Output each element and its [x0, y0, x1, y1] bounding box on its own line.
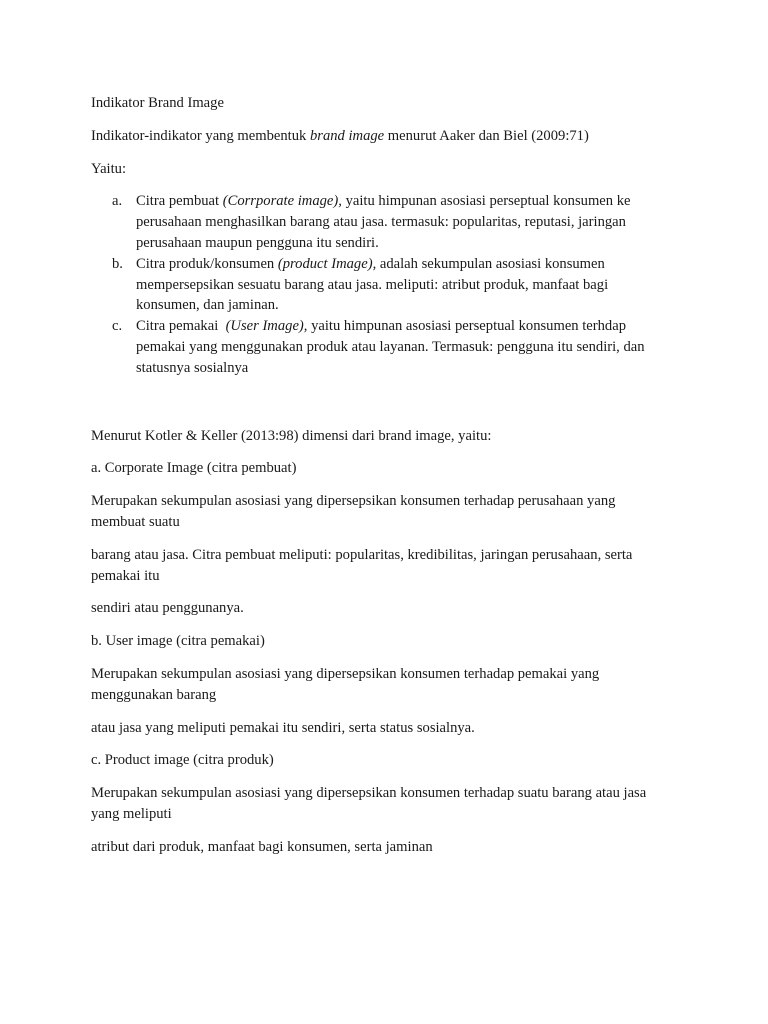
list-item-italic: (product Image), — [277, 255, 377, 272]
list-marker: c. — [112, 318, 123, 335]
intro-text-after: menurut Aaker dan Biel (2009:71) — [384, 127, 589, 144]
list-item-lead: Citra pemakai — [136, 318, 226, 335]
product-image-paragraph-2: atribut dari produk, manfaat bagi konsumen, serta jaminan — [91, 838, 433, 855]
list-marker: a. — [112, 193, 123, 210]
corporate-image-paragraph-3: sendiri atau penggunanya. — [91, 600, 244, 617]
intro-paragraph — [91, 126, 671, 147]
list-item — [91, 254, 671, 316]
user-image-heading: b. User image (citra pemakai) — [91, 633, 265, 650]
kotler-intro: Menurut Kotler & Keller (2013:98) dimensi dari brand image, yaitu: — [91, 427, 492, 444]
indicator-list — [91, 191, 671, 378]
intro-text-before: Indikator-indikator yang membentuk — [91, 127, 310, 144]
list-item — [91, 191, 671, 253]
corporate-image-paragraph-2: barang atau jasa. Citra pembuat meliputi: popularitas, kredibilitas, jaringan perusahaan, serta pemakai itu — [91, 546, 633, 584]
user-image-paragraph-2: atau jasa yang meliputi pemakai itu sendiri, serta status sosialnya. — [91, 719, 475, 736]
product-image-paragraph-1: Merupakan sekumpulan asosiasi yang dipersepsikan konsumen terhadap suatu barang atau jasa yang meliputi — [91, 785, 647, 822]
corporate-image-heading: a. Corporate Image (citra pembuat) — [91, 460, 297, 477]
list-item-italic: (User Image), — [225, 318, 308, 335]
section-spacer — [91, 379, 671, 426]
document-body — [91, 93, 671, 870]
corporate-image-paragraph-1: Merupakan sekumpulan asosiasi yang dipersepsikan konsumen terhadap perusahaan yang membuat suatu — [91, 493, 616, 530]
user-image-paragraph-1: Merupakan sekumpulan asosiasi yang dipersepsikan konsumen terhadap pemakai yang menggunakan barang — [91, 665, 600, 703]
list-item-text: yaitu himpunan asosiasi perseptual konsumen ke perusahaan menghasilkan barang atau jasa. termasuk: popularitas, reputasi, jaringan perusahaan maupun pengguna itu sendiri. — [136, 193, 631, 251]
document-title: Indikator Brand Image — [91, 95, 224, 111]
list-item-lead: Citra produk/konsumen — [136, 255, 278, 272]
list-item-italic: (Corrporate image), — [222, 193, 342, 210]
list-item-lead: Citra pembuat — [136, 193, 223, 210]
intro-italic-term: brand image — [309, 127, 385, 144]
list-marker: b. — [112, 255, 123, 272]
product-image-heading: c. Product image (citra produk) — [91, 752, 274, 769]
list-item — [91, 316, 671, 378]
list-item-text: yaitu himpunan asosiasi perseptual konsumen terhdap pemakai yang menggunakan produk atau layanan. Termasuk: pengguna itu sendiri, dan statusnya sosialnya — [136, 318, 645, 376]
yaitu-label: Yaitu: — [91, 160, 127, 177]
list-item-text: adalah sekumpulan asosiasi konsumen mempersepsikan sesuatu barang atau jasa. meliputi: atribut produk, manfaat bagi konsumen, dan jaminan. — [136, 255, 609, 314]
